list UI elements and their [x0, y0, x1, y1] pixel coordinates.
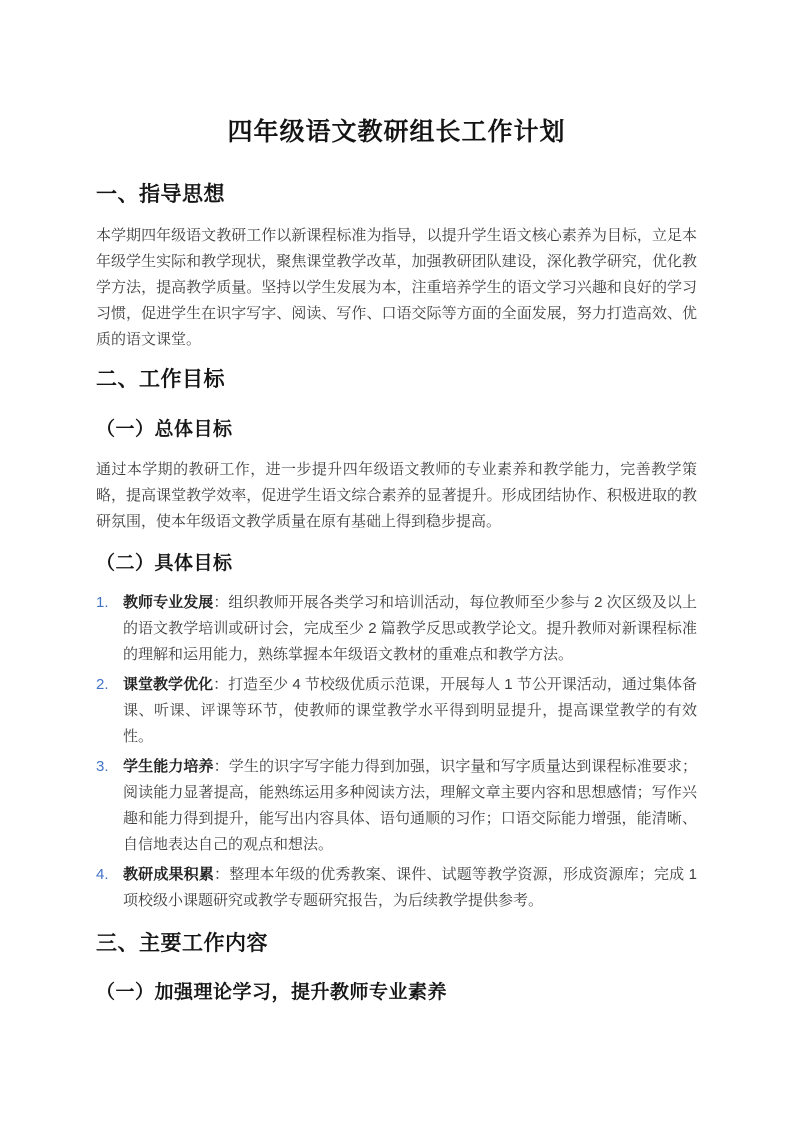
- list-item-text: ：学生的识字写字能力得到加强，识字量和写字质量达到课程标准要求；阅读能力显著提高，能熟练运用多种阅读方法，理解文章主要内容和思想感情；写作兴趣和能力得到提升，能写出内容具体、语句通顺的习作；口语交际能力增强，能清晰、自信地表达自己的观点和想法。: [123, 758, 697, 853]
- list-item-body: [123, 862, 697, 914]
- list-item-label: 学生能力培养: [123, 758, 214, 775]
- list-item-text: ：打造至少 4 节校级优质示范课，开展每人 1 节公开课活动，通过集体备课、听课、评课等环节，使教师的课堂教学水平得到明显提升，提高课堂教学的有效性。: [123, 676, 697, 745]
- list-item-body: [123, 754, 697, 858]
- heading-specific-goals: （二）具体目标: [96, 553, 233, 574]
- list-item-classroom-optimization: [96, 672, 697, 750]
- list-item-number: 4.: [96, 866, 109, 883]
- specific-goals-list: [96, 590, 697, 914]
- heading-work-goals: 二、工作目标: [96, 368, 225, 391]
- list-item-research-accumulation: [96, 862, 697, 914]
- heading-strengthen-theory-study: （一）加强理论学习，提升教师专业素养: [96, 982, 448, 1003]
- list-item-text: ：整理本年级的优秀教案、课件、试题等教学资源，形成资源库；完成 1 项校级小课题研究或教学专题研究报告，为后续教学提供参考。: [123, 866, 697, 909]
- list-item-label: 课堂教学优化: [123, 676, 214, 693]
- list-item-teacher-development: [96, 590, 697, 668]
- list-item-body: [123, 590, 697, 668]
- list-item-label: 教师专业发展: [123, 594, 214, 611]
- list-item-text: ：组织教师开展各类学习和培训活动，每位教师至少参与 2 次区级及以上的语文教学培训或研讨会，完成至少 2 篇教学反思或教学论文。提升教师对新课程标准的理解和运用能力，熟练掌握本年级语文教材的重难点和教学方法。: [123, 594, 697, 663]
- paragraph-guiding-ideology: 本学期四年级语文教研工作以新课程标准为指导，以提升学生语文核心素养为目标，立足本年级学生实际和教学现状，聚焦课堂教学改革，加强教研团队建设，深化教学研究，优化教学方法，提高教学质量。坚持以学生发展为本，注重培养学生的语文学习兴趣和良好的学习习惯，促进学生在识字写字、阅读、写作、口语交际等方面的全面发展，努力打造高效、优质的语文课堂。: [96, 227, 697, 348]
- doc-title: 四年级语文教研组长工作计划: [227, 118, 566, 146]
- list-item-body: [123, 672, 697, 750]
- list-item-number: 1.: [96, 594, 109, 611]
- list-item-student-ability: [96, 754, 697, 858]
- heading-guiding-ideology: 一、指导思想: [96, 183, 225, 206]
- heading-main-work-content: 三、主要工作内容: [96, 932, 268, 955]
- list-item-label: 教研成果积累: [123, 866, 215, 883]
- list-item-number: 2.: [96, 676, 109, 693]
- heading-overall-goal: （一）总体目标: [96, 419, 233, 440]
- list-item-number: 3.: [96, 758, 109, 775]
- paragraph-overall-goal: 通过本学期的教研工作，进一步提升四年级语文教师的专业素养和教学能力，完善教学策略，提高课堂教学效率，促进学生语文综合素养的显著提升。形成团结协作、积极进取的教研氛围，使本年级语文教学质量在原有基础上得到稳步提高。: [96, 461, 697, 530]
